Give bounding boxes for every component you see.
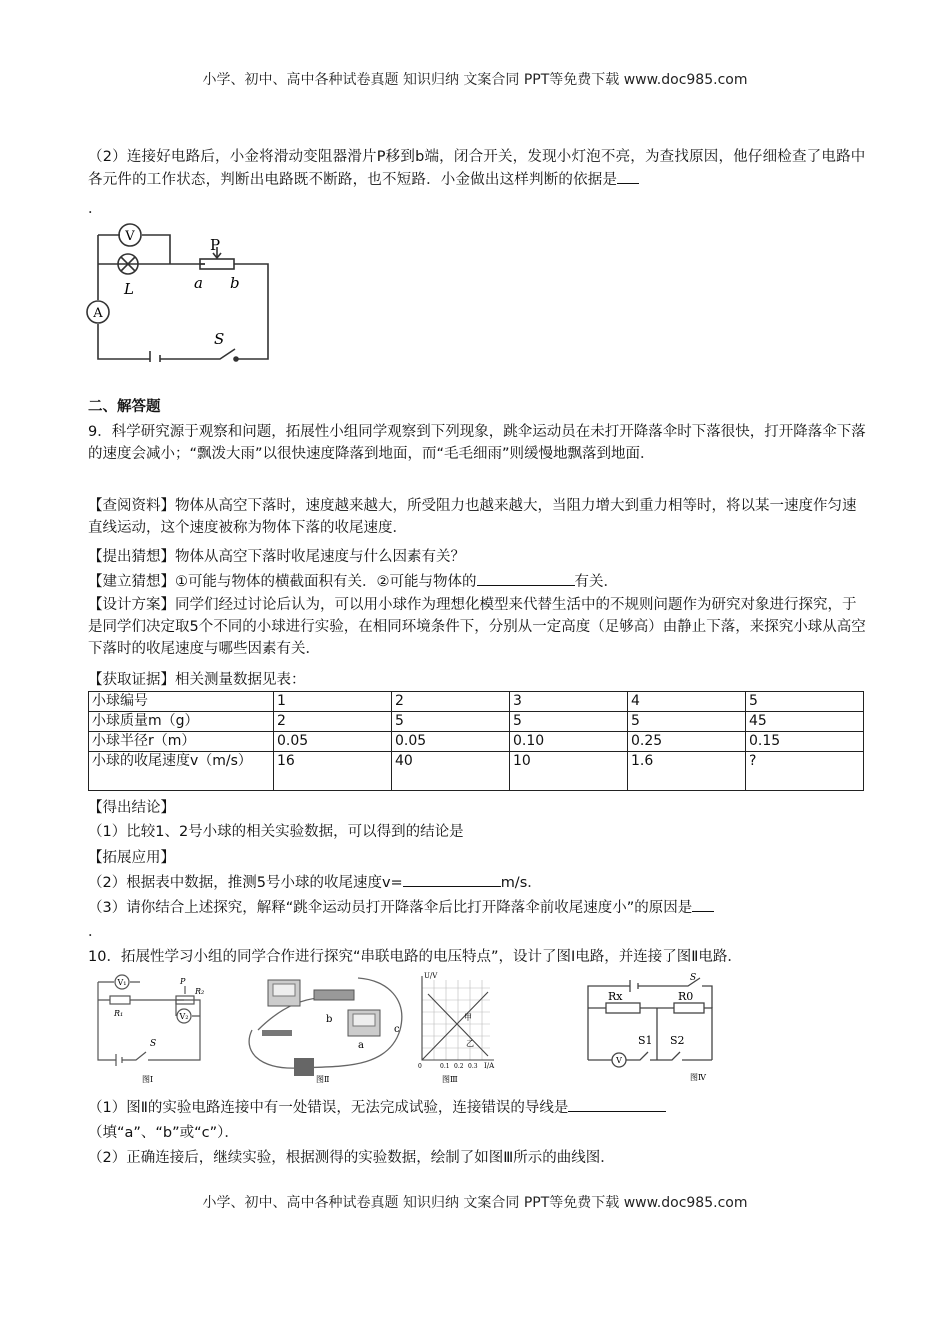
q9-intro: 9．科学研究源于观察和问题，拓展性小组同学观察到下列现象，跳伞运动员在未打开降落伞时下落很快，打开降落伞下落的速度会减小；“飘泼大雨”以很快速度降落到地面，而“毛毛细雨”则缓慢地飘落到地面． <box>88 424 866 462</box>
table-cell: 0.05 <box>274 732 392 752</box>
fig1-caption: 图Ⅰ <box>142 1075 154 1084</box>
s2-label: S2 <box>670 1034 685 1047</box>
end-a-label: a <box>194 274 203 292</box>
hyp-tag: 【建立猜想】 <box>88 574 175 590</box>
voltmeter-4-label: V <box>616 1056 622 1065</box>
fig3-caption: 图Ⅲ <box>442 1075 458 1084</box>
s-switch-label: S <box>690 973 697 983</box>
data-table <box>88 691 864 791</box>
table-cell: 5 <box>392 712 510 732</box>
q8-part2-end: ． <box>88 201 103 217</box>
table-cell: 5 <box>510 712 628 732</box>
s1-label: S1 <box>638 1034 653 1047</box>
apply-tag: 【拓展应用】 <box>88 850 175 866</box>
v1-label: V₁ <box>117 978 127 987</box>
table-cell: 45 <box>746 712 864 732</box>
fig2-caption: 图Ⅱ <box>316 1075 330 1084</box>
figure-3-graph <box>410 970 500 1086</box>
v2-label: V₂ <box>179 1012 189 1021</box>
c2-text-a: （2）根据表中数据，推测5号小球的收尾速度v= <box>88 875 403 891</box>
r0-label: R0 <box>678 990 694 1003</box>
answer-blank <box>568 1096 666 1112</box>
question-tag: 【提出猜想】 <box>88 549 175 565</box>
table-row <box>89 752 864 791</box>
line-2-label: 乙 <box>466 1039 474 1048</box>
section-title: 二、解答题 <box>88 399 161 415</box>
answer-blank <box>692 896 714 912</box>
q8-part2-text <box>88 146 868 191</box>
r1-label: R₁ <box>114 1009 124 1018</box>
circuit-diagram-1 <box>80 212 275 362</box>
table-cell: 0.10 <box>510 732 628 752</box>
p-label: P <box>180 977 186 986</box>
x-axis-label: I/A <box>484 1062 495 1070</box>
rx-label: Rx <box>608 990 623 1003</box>
c3-text: （3）请你结合上述探究，解释“跳伞运动员打开降落伞后比打开降落伞前收尾速度小”的原因是 <box>88 900 693 916</box>
table-cell: 0.05 <box>392 732 510 752</box>
q8-part2-body: （2）连接好电路后，小金将滑动变阻器滑片P移到b端，闭合开关，发现小灯泡不亮，为查找原因，他仔细检查了电路中各元件的工作状态，判断出电路既不断路，也不短路．小金做出这样判断的依据是 <box>88 149 866 188</box>
lamp-label: L <box>124 280 134 298</box>
slider-label: P <box>210 236 221 254</box>
tick-label: 0 <box>418 1063 422 1070</box>
c2-text-b: m/s． <box>500 875 542 891</box>
table-cell: 4 <box>628 692 746 712</box>
table-cell: 0.15 <box>746 732 864 752</box>
q10-intro: 10．拓展性学习小组的同学合作进行探究“串联电路的电压特点”，设计了图Ⅰ电路，并连接了图Ⅱ电路． <box>88 949 742 965</box>
table-cell: 1 <box>274 692 392 712</box>
evidence-text: 相关测量数据见表： <box>175 672 306 688</box>
switch-label: S <box>214 330 225 348</box>
table-cell: 0.25 <box>628 732 746 752</box>
table-cell: 5 <box>628 712 746 732</box>
q10-p1 <box>88 1096 666 1117</box>
table-cell: 1.6 <box>628 752 746 791</box>
design-text: 同学们经过讨论后认为，可以用小球作为理想化模型来代替生活中的不规则问题作为研究对象进行探究，于是同学们决定取5个不同的小球进行实验，在相同环境条件下，分别从一定高度（足够高）由静止下落，来探究小球从高空下落时的收尾速度与哪些因素有关． <box>88 597 866 657</box>
q10-p1-b: （填“a”、“b”或“c”）． <box>88 1125 239 1141</box>
q9-evidence <box>88 668 306 689</box>
table-cell: 10 <box>510 752 628 791</box>
table-cell: 小球质量m（g） <box>89 712 274 732</box>
wire-a-label: b <box>326 1014 333 1025</box>
line-1-label: 甲 <box>464 1013 472 1022</box>
table-row <box>89 692 864 712</box>
evidence-tag: 【获取证据】 <box>88 672 175 688</box>
fig4-caption: 图Ⅳ <box>690 1073 706 1082</box>
figure-4-circuit <box>578 968 726 1086</box>
q9-hypothesis <box>88 570 618 591</box>
wire-c-label: c <box>394 1024 400 1035</box>
s-label: S <box>150 1039 157 1049</box>
table-cell: ? <box>746 752 864 791</box>
design-tag: 【设计方案】 <box>88 597 175 613</box>
p1-text-a: （1）图Ⅱ的实验电路连接中有一处错误，无法完成试验，连接错误的导线是 <box>88 1100 569 1116</box>
answer-blank <box>403 871 501 887</box>
hyp-text-1: ①可能与物体的横截面积有关．②可能与物体的 <box>175 574 477 590</box>
tick-label: 0.1 <box>440 1063 450 1070</box>
voltmeter-label: V <box>125 229 135 244</box>
table-row <box>89 712 864 732</box>
answer-blank <box>617 168 639 184</box>
table-cell: 3 <box>510 692 628 712</box>
q9-c3 <box>88 896 714 917</box>
table-cell: 小球的收尾速度v（m/s） <box>89 752 274 791</box>
tick-label: 0.3 <box>468 1063 478 1070</box>
q9-design <box>88 594 868 660</box>
hyp-text-2: 有关． <box>574 574 618 590</box>
table-cell: 小球半径r（m） <box>89 732 274 752</box>
conclusion-tag: 【得出结论】 <box>88 800 175 816</box>
q9-c3-end: ． <box>88 924 103 940</box>
table-cell: 2 <box>392 692 510 712</box>
y-axis-label: U/V <box>424 972 438 980</box>
page-header: 小学、初中、高中各种试卷真题 知识归纳 文案合同 PPT等免费下载 www.doc985.com <box>202 72 748 88</box>
wire-b-label: a <box>358 1040 364 1051</box>
q9-c1: （1）比较1、2号小球的相关实验数据，可以得到的结论是 <box>88 824 464 840</box>
end-b-label: b <box>230 274 240 292</box>
figure-2-apparatus <box>238 970 408 1086</box>
lookup-text: 物体从高空下落时，速度越来越大，所受阻力也越来越大，当阻力增大到重力相等时，将以某一速度作匀速直线运动，这个速度被称为物体下落的收尾速度． <box>88 498 857 536</box>
lookup-tag: 【查阅资料】 <box>88 498 175 514</box>
q9-c2 <box>88 871 542 892</box>
answer-blank <box>477 570 575 586</box>
q9-lookup <box>88 495 868 539</box>
table-cell: 小球编号 <box>89 692 274 712</box>
table-row <box>89 732 864 752</box>
ammeter-label: A <box>93 306 103 321</box>
r2-label: R₂ <box>195 987 205 996</box>
table-cell: 2 <box>274 712 392 732</box>
table-cell: 16 <box>274 752 392 791</box>
q10-p2: （2）正确连接后，继续实验，根据测得的实验数据，绘制了如图Ⅲ所示的曲线图． <box>88 1150 615 1166</box>
table-cell: 5 <box>746 692 864 712</box>
table-cell: 40 <box>392 752 510 791</box>
q9-question <box>88 545 465 566</box>
page-footer: 小学、初中、高中各种试卷真题 知识归纳 文案合同 PPT等免费下载 www.doc985.com <box>202 1195 748 1211</box>
figure-1-circuit <box>92 970 210 1086</box>
tick-label: 0.2 <box>454 1063 464 1070</box>
question-text: 物体从高空下落时收尾速度与什么因素有关？ <box>175 549 465 565</box>
